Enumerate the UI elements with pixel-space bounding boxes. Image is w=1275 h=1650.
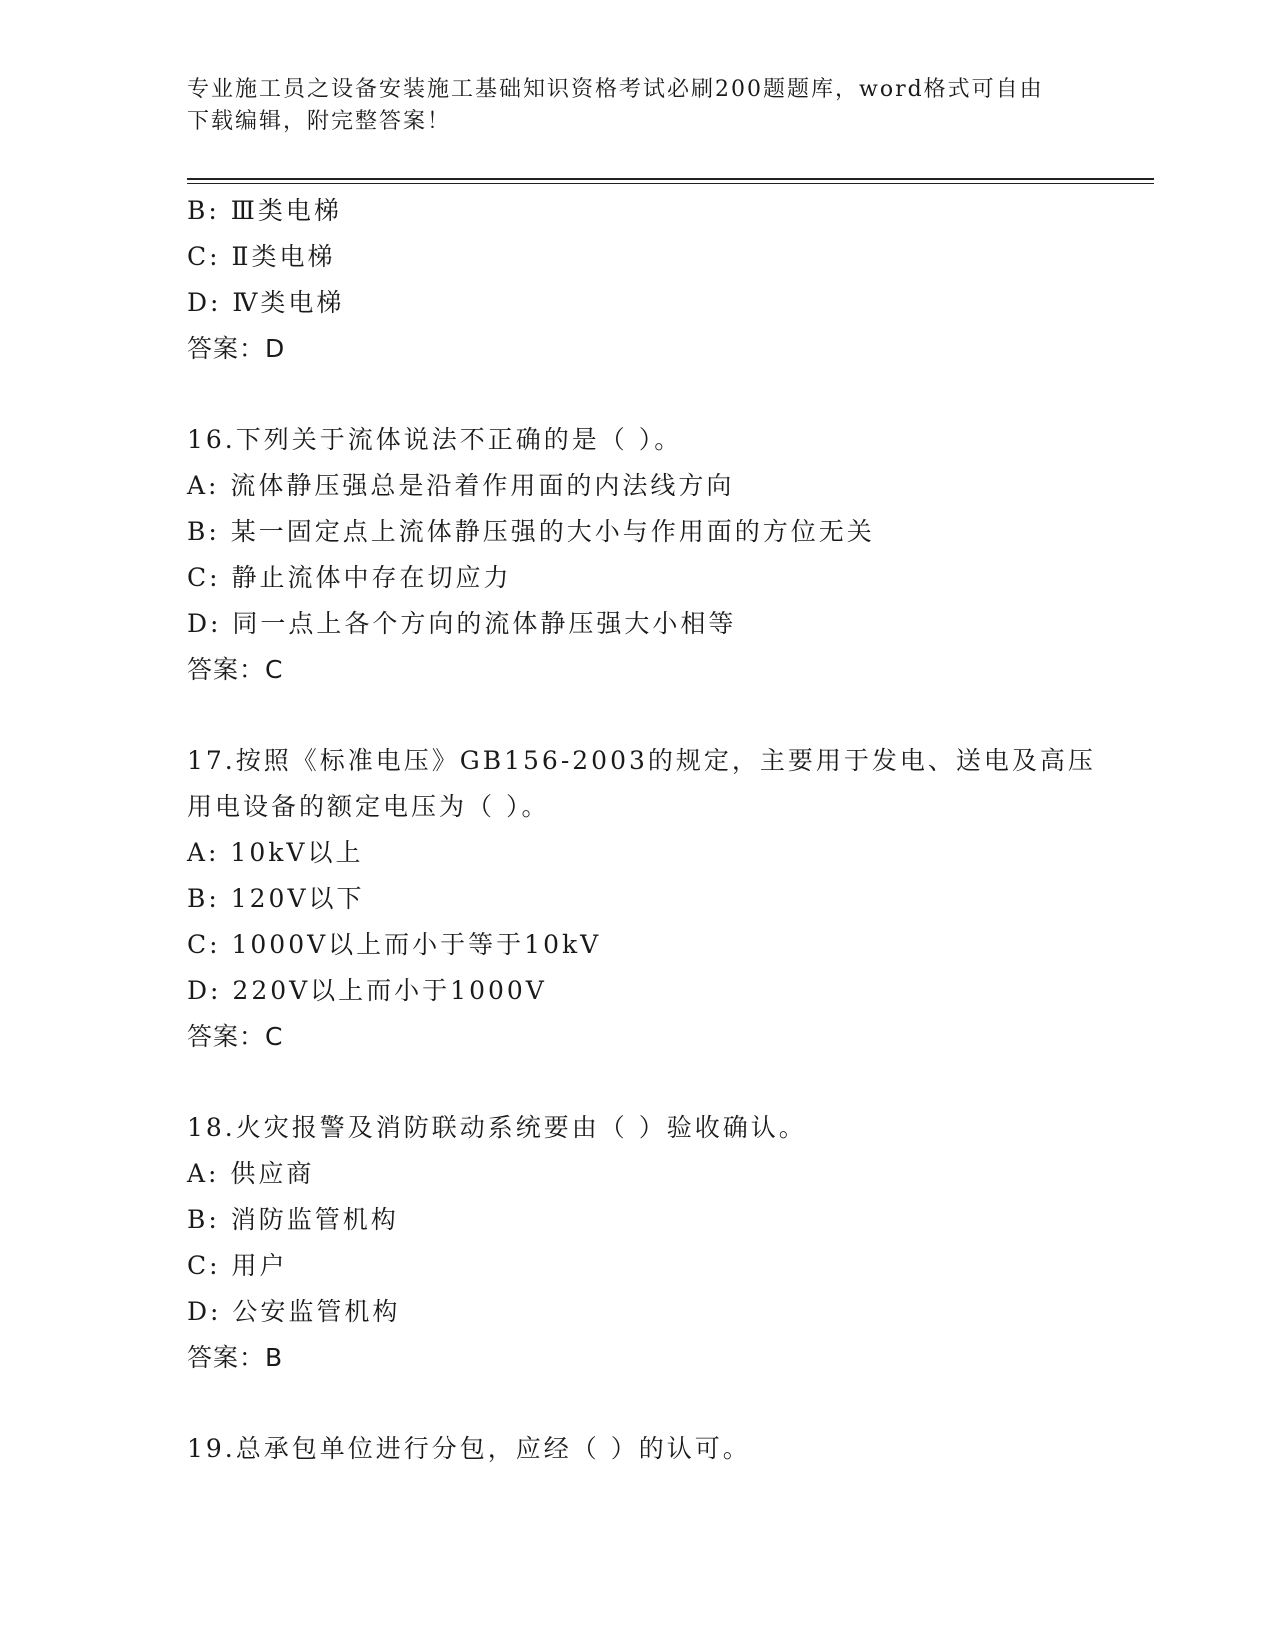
question-text: 16.下列关于流体说法不正确的是（ ）。: [187, 425, 683, 454]
question-18: [187, 1105, 1087, 1381]
question-16: [187, 417, 1087, 693]
option-b: B: 120V以下: [187, 884, 365, 913]
header-line-2: 下载编辑，附完整答案！: [187, 109, 452, 134]
option-c: C: 用户: [187, 1251, 288, 1280]
option-c: C: Ⅱ类电梯: [187, 242, 336, 271]
answer: 答案：C: [187, 1022, 284, 1051]
option-a: A: 10kV以上: [187, 838, 364, 867]
option-d: D: 同一点上各个方向的流体静压强大小相等: [187, 609, 737, 638]
header-line-1: 专业施工员之设备安装施工基础知识资格考试必刷200题题库，word格式可自由: [187, 77, 1044, 102]
question-17: [187, 738, 1096, 1060]
question-text-line-2: 用电设备的额定电压为（ ）。: [187, 792, 550, 821]
option-c: C: 静止流体中存在切应力: [187, 563, 512, 592]
spacer: [187, 1060, 1087, 1105]
spacer: [187, 372, 1087, 417]
answer: 答案：C: [187, 655, 284, 684]
question-text: 19.总承包单位进行分包，应经（ ）的认可。: [187, 1434, 751, 1463]
option-b: B: 消防监管机构: [187, 1205, 399, 1234]
question-text-line-1: 17.按照《标准电压》GB156-2003的规定，主要用于发电、送电及高压: [187, 746, 1096, 775]
option-d: D: Ⅳ类电梯: [187, 288, 345, 317]
question-19: [187, 1426, 1087, 1472]
option-b: B: 某一固定点上流体静压强的大小与作用面的方位无关: [187, 517, 875, 546]
header-divider-thick: [187, 178, 1154, 180]
question-list: [187, 188, 1096, 1472]
question-text: 18.火灾报警及消防联动系统要由（ ）验收确认。: [187, 1113, 807, 1142]
document-header: [187, 74, 1087, 138]
option-a: A: 流体静压强总是沿着作用面的内法线方向: [187, 471, 735, 500]
answer: 答案：B: [187, 1343, 284, 1372]
option-b: B: Ⅲ类电梯: [187, 196, 342, 225]
answer: 答案：D: [187, 334, 286, 363]
option-a: A: 供应商: [187, 1159, 315, 1188]
option-c: C: 1000V以上而小于等于10kV: [187, 930, 602, 959]
option-d: D: 公安监管机构: [187, 1297, 401, 1326]
spacer: [187, 1381, 1087, 1426]
spacer: [187, 693, 1087, 738]
option-d: D: 220V以上而小于1000V: [187, 976, 547, 1005]
header-divider-thin: [187, 183, 1154, 184]
question-15: [187, 188, 1087, 372]
